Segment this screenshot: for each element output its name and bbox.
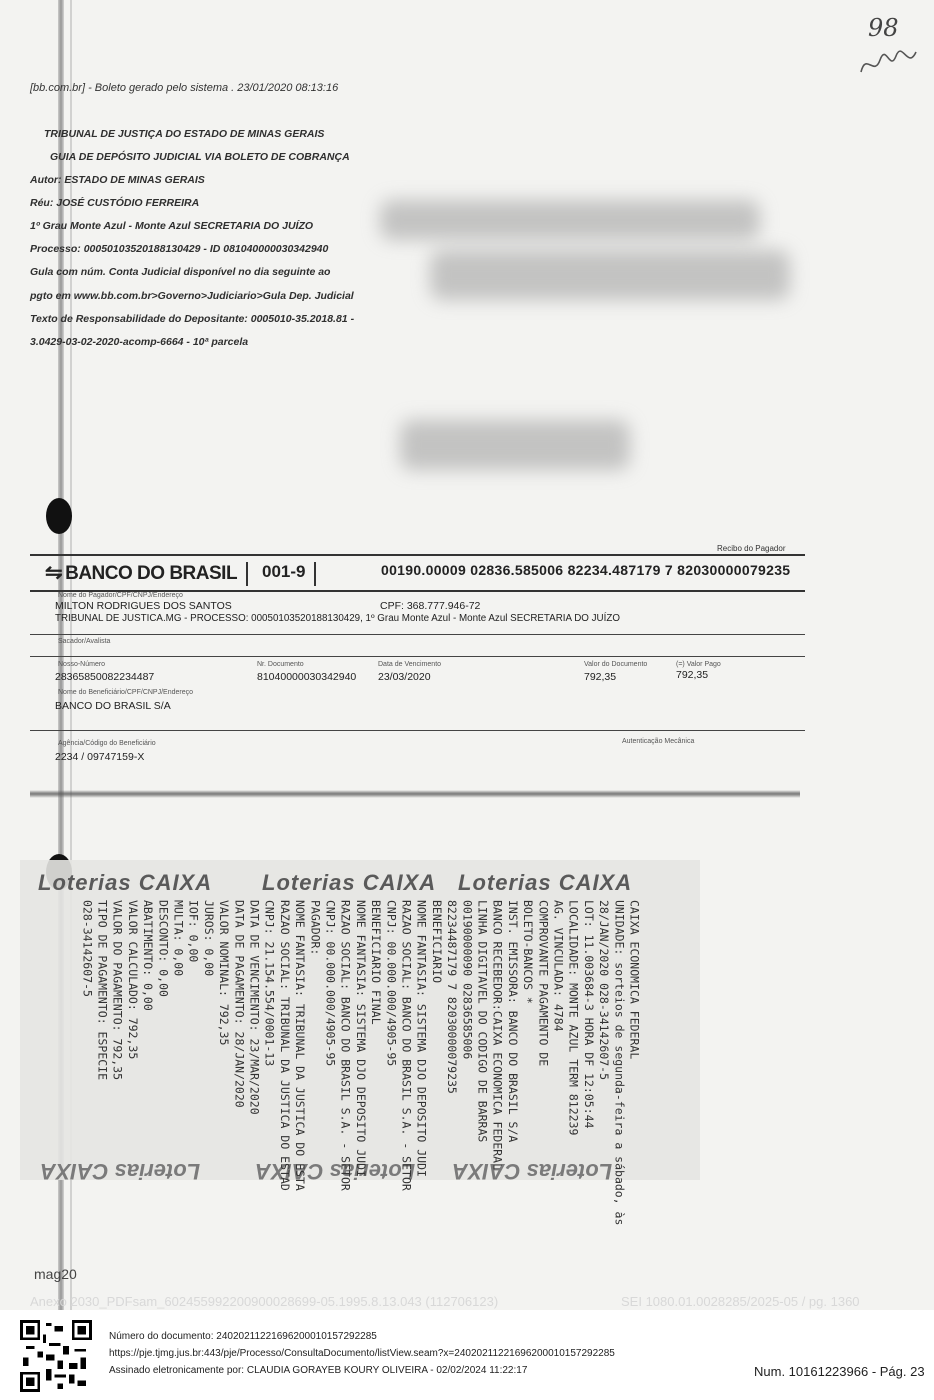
sacador-label: Sacador/Avalista <box>58 638 111 645</box>
receipt-line: ABATIMENTO: 0,00 <box>141 900 156 1011</box>
header-line-3: Autor: ESTADO DE MINAS GERAIS <box>30 174 205 186</box>
nr-documento: 81040000030342940 <box>257 671 357 683</box>
digitable-line: 00190.00009 02836.585006 82234.487179 7 82030000079235 <box>381 562 791 578</box>
header-line-9: Texto de Responsabilidade do Depositante: 0005010-35.2018.81 - <box>30 313 355 325</box>
valor-documento-label: Valor do Documento <box>584 661 648 668</box>
receipt-line: VALOR NOMINAL: 792,35 <box>217 900 232 1046</box>
tear-line <box>30 790 800 798</box>
receipt-line: UNIDADE: sorteios de segunda-feira a sábado, às <box>612 900 627 1226</box>
receipt-line: LINHA DIGITAVEL DO CODIGO DE BARRAS <box>475 900 490 1143</box>
header-line-5: 1º Grau Monte Azul - Monte Azul SECRETARIA DO JUÍZO <box>30 220 314 232</box>
punch-hole-top <box>46 498 72 534</box>
nosso-numero: 28365850082234487 <box>55 671 155 683</box>
receipt-line: LOCALIDADE: MONTE AZUL TERM 812239 <box>566 900 581 1136</box>
receipt-line: VALOR CALCULADO: 792,35 <box>125 900 140 1060</box>
redacted-blur <box>400 420 630 470</box>
header-line-2: GUIA DE DEPÓSITO JUDICIAL VIA BOLETO DE COBRANÇA <box>50 151 350 163</box>
payer-cpf: CPF: 368.777.946-72 <box>380 600 481 612</box>
receipt-line: NOME FANTASIA: SISTEMA DJO DEPOSITO JUDI <box>414 900 429 1177</box>
receipt-brand: Loterias CAIXA <box>262 870 437 895</box>
receipt-line: BENEFICIARIO FINAL <box>369 900 384 1025</box>
receipt-line: RAZAO SOCIAL: BANCO DO BRASIL S.A. - SETOR <box>399 900 414 1191</box>
header-line-1: TRIBUNAL DE JUSTIÇA DO ESTADO DE MINAS GERAIS <box>44 128 325 140</box>
receipt-brand-flipped: Loterias CAIXA <box>255 1159 416 1184</box>
valor-pago-label: (=) Valor Pago <box>676 661 721 668</box>
receipt-line: 28/JAN/2020 028-34142607-5 <box>597 900 612 1081</box>
receipt-brand: Loterias CAIXA <box>38 870 213 895</box>
receipt-line: DESCONTO: 0,00 <box>156 900 171 997</box>
payer-address: TRIBUNAL DE JUSTICA.MG - PROCESSO: 00050103520188130429, 1º Grau Monte Azul - Monte Azul SECRETARIA DO JUÍZO <box>55 613 620 624</box>
ghost-sei-text: SEI 1080.01.0028285/2025-05 / pg. 1360 <box>621 1294 860 1309</box>
receipt-line: NOME FANTASIA: TRIBUNAL DA JUSTICA DO ESTA <box>293 900 308 1191</box>
header-line-10: 3.0429-03-02-2020-acomp-6664 - 10ª parcela <box>30 336 249 348</box>
slip-top-rule <box>30 554 805 556</box>
bb-logo-icon: ⇋ <box>45 561 63 584</box>
slip-rule <box>30 634 805 635</box>
receipt-line: BENEFICIARIO <box>429 900 444 984</box>
beneficiario-label: Nome do Beneficiário/CPF/CNPJ/Endereço <box>58 689 194 696</box>
receipt-line: CNPJ: 21.154.554/0001-13 <box>262 900 277 1067</box>
receipt-line: DATA DE PAGAMENTO: 28/JAN/2020 <box>232 900 247 1108</box>
receipt-line: LOT: 11.003684-3 HORA DF 12:05:44 <box>581 900 596 1129</box>
payer-name: MILTON RODRIGUES DOS SANTOS <box>55 600 232 612</box>
system-timestamp: [bb.com.br] - Boleto gerado pelo sistema . 23/01/2020 08:13:16 <box>30 82 339 94</box>
receipt-line: CNPJ: 00.000.000/4905-95 <box>323 900 338 1067</box>
document-number: Número do documento: 24020211221696200010157292285 <box>109 1331 377 1342</box>
receipt-line: BOLETO-BANCOS * <box>521 900 536 1004</box>
signature-footer <box>0 1310 934 1400</box>
slip-rule <box>30 730 805 731</box>
beneficiario: BANCO DO BRASIL S/A <box>55 700 171 712</box>
receipt-line: BANCO RECEBEDOR:CAIXA ECONOMICA FEDERAL <box>490 900 505 1171</box>
header-line-7: Gula com núm. Conta Judicial disponível no dia seguinte ao <box>30 266 331 278</box>
header-line-6: Processo: 00050103520188130429 - ID 081040000030342940 <box>30 243 329 255</box>
receipt-line: CNPJ: 00.000.000/4905-95 <box>384 900 399 1067</box>
receipt-line: INST. EMISSORA: BANCO DO BRASIL S/A <box>505 900 520 1143</box>
valor-pago: 792,35 <box>676 669 709 681</box>
receipt-line: COMPROVANTE PAGAMENTO DE <box>536 900 551 1067</box>
receipt-brand: Loterias CAIXA <box>458 870 633 895</box>
receipt-line: 028-34142607-5 <box>80 900 95 997</box>
receipt-line: IOF: 0,00 <box>186 900 201 963</box>
vencimento: 23/03/2020 <box>378 671 431 683</box>
agencia-label: Agência/Código do Beneficiário <box>58 740 156 747</box>
autenticacao-label: Autenticação Mecânica <box>622 738 695 745</box>
header-line-4: Réu: JOSÉ CUSTÓDIO FERREIRA <box>30 197 200 209</box>
nr-documento-label: Nr. Documento <box>257 661 304 668</box>
bank-code: 001-9 <box>262 562 306 581</box>
nosso-numero-label: Nosso-Número <box>58 661 106 668</box>
agencia: 2234 / 09747159-X <box>55 751 145 763</box>
receipt-line: RAZAO SOCIAL: BANCO DO BRASIL S.A. - SETOR <box>338 900 353 1191</box>
ghost-annex-text: Anexo 2030_PDFsam_602455992200900028699-05.1995.8.13.043 (112706123) <box>30 1294 499 1309</box>
signature-line: Assinado eletronicamente por: CLAUDIA GORAYEB KOURY OLIVEIRA - 02/02/2024 11:22:17 <box>109 1365 528 1376</box>
receipt-brand-flipped: Loterias CAIXA <box>452 1159 613 1184</box>
redacted-blur <box>380 200 760 240</box>
handwritten-page-mark: 98 <box>856 14 926 87</box>
receipt-line: TIPO DE PAGAMENTO: ESPECIE <box>95 900 110 1081</box>
receipt-line: VALOR DO PAGAMENTO: 792,35 <box>110 900 125 1081</box>
receipt-line: JUROS: 0,00 <box>201 900 216 977</box>
page-number: Num. 10161223966 - Pág. 23 <box>754 1364 925 1379</box>
slip-rule <box>30 656 805 657</box>
receipt-line: AG. VINCULADA: 4784 <box>551 900 566 1032</box>
valor-documento: 792,35 <box>584 671 617 683</box>
redacted-blur <box>430 250 790 300</box>
receipt-line: MULTA: 0,00 <box>171 900 186 977</box>
receipt-line: 82234487179 7 82030000079235 <box>445 900 460 1094</box>
document-url[interactable]: https://pje.tjmg.jus.br:443/pje/Processo/ConsultaDocumento/listView.seam?x=24020211221696200010157292285 <box>109 1348 615 1359</box>
receipt-line: DATA DE VENCIMENTO: 23/MAR/2020 <box>247 900 262 1115</box>
receipt-label: Recibo do Pagador <box>717 544 786 553</box>
separator <box>314 562 316 586</box>
receipt-line: PAGADOR: <box>308 900 323 956</box>
header-line-8: pgto em www.bb.com.br>Governo>Judiciario>Gula Dep. Judicial <box>30 290 354 302</box>
receipt-line: NOME FANTASIA: SISTEMA DJO DEPOSITO JUDI <box>353 900 368 1177</box>
banco-do-brasil-logo: ⇋ BANCO DO BRASIL <box>45 561 238 584</box>
receipt-line: RAZAO SOCIAL: TRIBUNAL DA JUSTICA DO ESTAD <box>277 900 292 1191</box>
receipt-line: CAIXA ECONOMICA FEDERAL <box>627 900 642 1060</box>
qr-code-icon <box>20 1320 92 1392</box>
separator <box>246 562 248 586</box>
vencimento-label: Data de Vencimento <box>378 661 442 668</box>
stamp-mark: mag20 <box>34 1266 77 1282</box>
payer-label: Nome do Pagador/CPF/CNPJ/Endereço <box>58 592 183 599</box>
receipt-brand-flipped: Loterias CAIXA <box>40 1159 201 1184</box>
receipt-line: 00190000090 02836585006 <box>460 900 475 1060</box>
